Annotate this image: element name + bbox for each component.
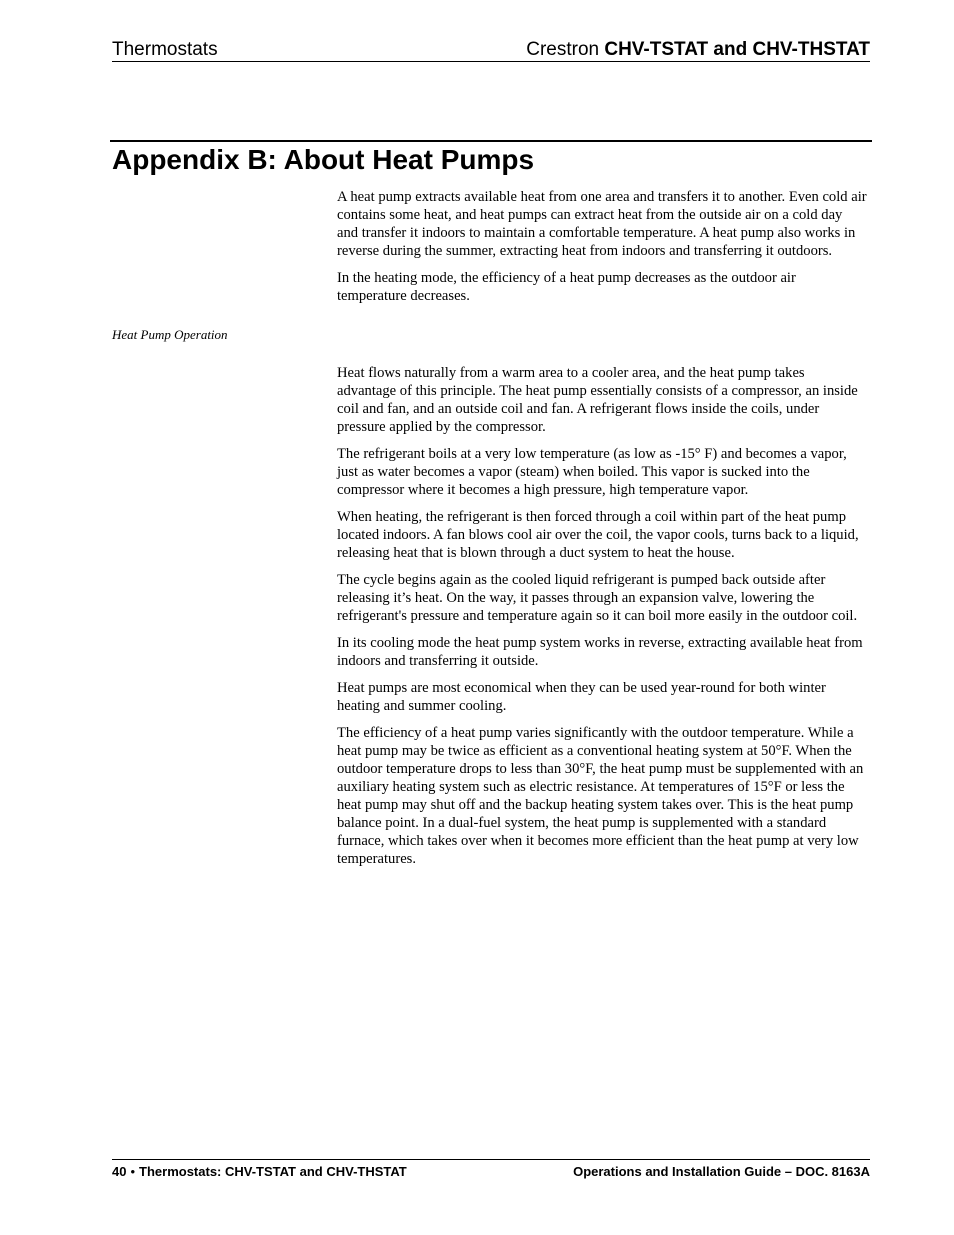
footer-left [112,1164,407,1180]
page-number: 40 [112,1164,127,1179]
footer-doc-title: Operations and Installation Guide – DOC. 8163A [573,1164,870,1179]
page-title: Appendix B: About Heat Pumps [112,144,535,175]
header-section-title: Thermostats [112,39,218,60]
body-paragraph: Heat flows naturally from a warm area to a cooler area, and the heat pump takes advantage of this principle. The heat pump essentially consists of a compressor, an inside coil and fan, and an outside coil and fan. A refrigerant flows inside the coils, under pressure applied by the compressor. [337,365,858,435]
page-footer [112,1159,870,1179]
intro-paragraph: A heat pump extracts available heat from one area and transfers it to another. Even cold air contains some heat, and heat pumps can extract heat from the outside air on a cold day and transfer it indoors to maintain a comfortable temperature. A heat pump also works in reverse during the summer, extracting heat from indoors and transferring it outdoors. [337,189,867,259]
section-body [337,364,867,877]
footer-product-title: Thermostats: CHV-TSTAT and CHV-THSTAT [139,1164,407,1179]
body-paragraph: Heat pumps are most economical when they can be used year-round for both winter heating and summer cooling. [337,680,826,714]
header-product-models: CHV-TSTAT and CHV-THSTAT [604,39,870,60]
body-paragraph: When heating, the refrigerant is then forced through a coil within part of the heat pump located indoors. A fan blows cool air over the coil, the vapor cools, turns back to a liquid, releasing heat that is blown through a duct system to heat the house. [337,509,859,561]
bullet-separator: • [130,1164,136,1179]
section-heading: Heat Pump Operation [112,327,228,342]
body-paragraph: The efficiency of a heat pump varies significantly with the outdoor temperature. While a heat pump may be twice as efficient as a conventional heating system at 50°F. When the outdoor temperature drops to less than 30°F, the heat pump must be supplemented with an auxiliary heating system such as electric resistance. At temperatures of 15°F or less the heat pump may shut off and the backup heating system takes over. This is the heat pump balance point. In a dual-fuel system, the heat pump is supplemented with a standard furnace, which takes over when it becomes more efficient than the heat pump at very low temperatures. [337,725,864,867]
body-paragraph: In its cooling mode the heat pump system works in reverse, extracting available heat from indoors and transferring it outside. [337,635,863,669]
page-header [112,40,870,62]
title-rule [110,140,872,142]
intro-paragraph: In the heating mode, the efficiency of a heat pump decreases as the outdoor air temperature decreases. [337,270,796,304]
header-product-title [526,40,870,60]
intro-text [337,188,867,314]
header-brand: Crestron [526,39,600,60]
body-paragraph: The refrigerant boils at a very low temperature (as low as -15° F) and becomes a vapor, just as water becomes a vapor (steam) when boiled. This vapor is sucked into the compressor where it becomes a high pressure, high temperature vapor. [337,446,847,498]
body-paragraph: The cycle begins again as the cooled liquid refrigerant is pumped back outside after releasing it’s heat. On the way, it passes through an expansion valve, lowering the refrigerant's pressure and temperature again so it can boil more easily in the outdoor coil. [337,572,858,624]
